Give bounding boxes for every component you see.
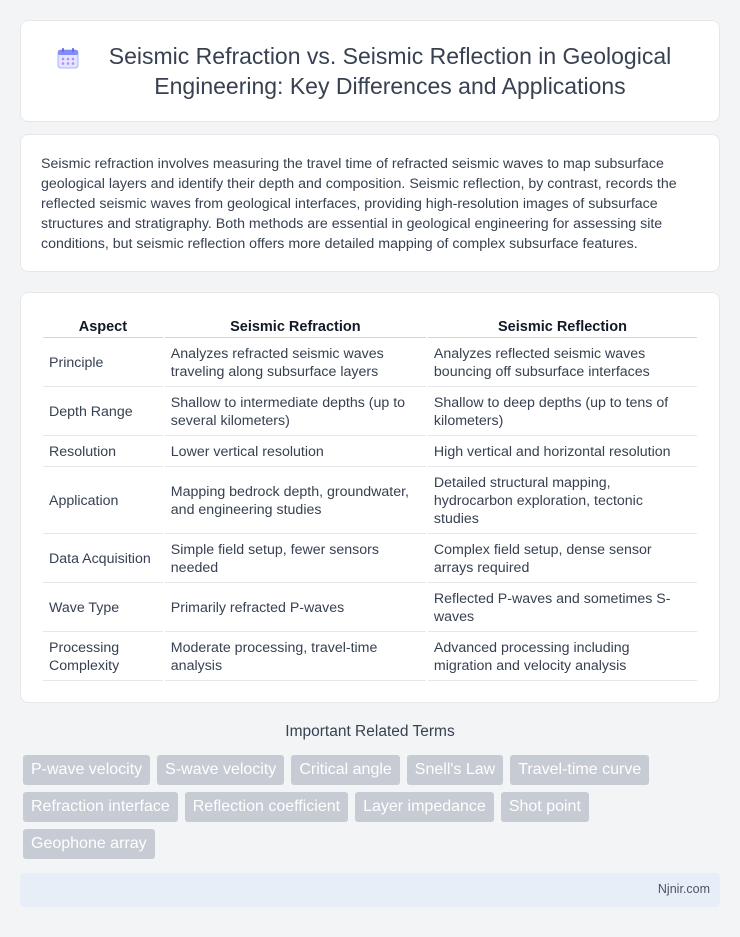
table-cell: Depth Range	[43, 389, 163, 436]
table-cell: Simple field setup, fewer sensors needed	[165, 536, 426, 583]
term-tag[interactable]: Snell's Law	[407, 755, 503, 785]
term-tag[interactable]: Layer impedance	[355, 792, 494, 822]
table-cell: Shallow to deep depths (up to tens of kilometers)	[428, 389, 697, 436]
table-cell: Lower vertical resolution	[165, 438, 426, 467]
table-header-row	[43, 317, 697, 338]
table-cell: Detailed structural mapping, hydrocarbon exploration, tectonic studies	[428, 469, 697, 534]
table-cell: Advanced processing including migration and velocity analysis	[428, 634, 697, 681]
table-cell: Mapping bedrock depth, groundwater, and engineering studies	[165, 469, 426, 534]
table-cell: Principle	[43, 340, 163, 387]
footer	[20, 873, 720, 907]
column-header: Seismic Refraction	[165, 317, 426, 338]
table-cell: Analyzes reflected seismic waves bouncing off subsurface interfaces	[428, 340, 697, 387]
table-row	[43, 634, 697, 681]
summary-text: Seismic refraction involves measuring the travel time of refracted seismic waves to map subsurface geological layers and identify their depth and composition. Seismic reflection, by contrast, records the reflected seismic waves from geological interfaces, providing high-resolution images of subsurface structures and stratigraphy. Both methods are essential in geological engineering for assessing site conditions, but seismic reflection offers more detailed mapping of complex subsurface features.	[41, 156, 677, 252]
column-header: Aspect	[43, 317, 163, 338]
term-tag[interactable]: P-wave velocity	[23, 755, 150, 785]
title-card	[20, 20, 720, 122]
table-cell: Moderate processing, travel-time analysis	[165, 634, 426, 681]
term-tag[interactable]: Reflection coefficient	[185, 792, 348, 822]
term-tag[interactable]: Travel-time curve	[510, 755, 649, 785]
table-row	[43, 585, 697, 632]
term-tag[interactable]: S-wave velocity	[157, 755, 284, 785]
table-cell: Reflected P-waves and sometimes S-waves	[428, 585, 697, 632]
table-cell: High vertical and horizontal resolution	[428, 438, 697, 467]
table-row	[43, 438, 697, 467]
footer-site[interactable]: Njnir.com	[657, 882, 710, 896]
table-row	[43, 389, 697, 436]
related-terms-list	[23, 755, 703, 859]
table-cell: Resolution	[43, 438, 163, 467]
table-cell: Application	[43, 469, 163, 534]
table-cell: Shallow to intermediate depths (up to several kilometers)	[165, 389, 426, 436]
term-tag[interactable]: Geophone array	[23, 829, 155, 859]
related-terms-heading: Important Related Terms	[285, 723, 455, 740]
table-cell: Data Acquisition	[43, 536, 163, 583]
table-cell: Processing Complexity	[43, 634, 163, 681]
column-header: Seismic Reflection	[428, 317, 697, 338]
summary-card	[20, 134, 720, 272]
table-row	[43, 469, 697, 534]
table-cell: Analyzes refracted seismic waves traveling along subsurface layers	[165, 340, 426, 387]
term-tag[interactable]: Shot point	[501, 792, 589, 822]
table-cell: Complex field setup, dense sensor arrays required	[428, 536, 697, 583]
comparison-card	[20, 292, 720, 703]
table-cell: Primarily refracted P-waves	[165, 585, 426, 632]
table-row	[43, 536, 697, 583]
table-cell: Wave Type	[43, 585, 163, 632]
term-tag[interactable]: Critical angle	[291, 755, 399, 785]
comparison-table	[41, 315, 699, 683]
term-tag[interactable]: Refraction interface	[23, 792, 178, 822]
table-row	[43, 340, 697, 387]
page-title: Seismic Refraction vs. Seismic Reflection in Geological Engineering: Key Differences and Applications	[108, 43, 672, 99]
